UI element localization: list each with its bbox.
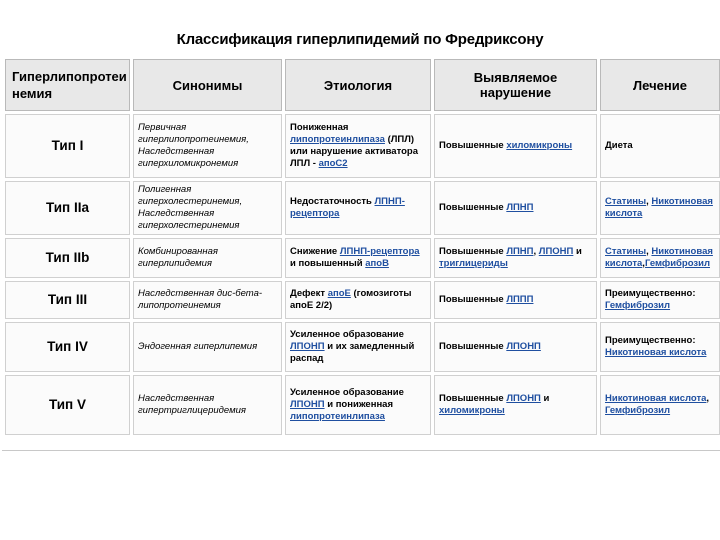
- link-nicotinic-acid[interactable]: Никотиновая кислота: [605, 393, 707, 404]
- type-cell: Тип IIa: [5, 181, 130, 235]
- etiology-text: Пониженная: [290, 122, 349, 133]
- treatment-cell: [600, 238, 720, 278]
- divider: [2, 450, 720, 451]
- link-idl[interactable]: ЛППП: [506, 294, 534, 305]
- link-apoe[interactable]: апоЕ: [327, 288, 351, 299]
- synonym-cell: Комбинированная гиперлипидемия: [133, 238, 282, 278]
- etiology-text: Недостаточность: [290, 196, 375, 207]
- type-cell: Тип IIb: [5, 238, 130, 278]
- link-nicotinic-acid[interactable]: Никотиновая кислота: [605, 347, 707, 358]
- etiology-text: и повышенный: [290, 258, 366, 269]
- disorder-cell: [434, 281, 597, 319]
- link-gemfibrozil[interactable]: Гемфиброзил: [605, 300, 671, 311]
- link-vldl[interactable]: ЛПОНП: [506, 393, 541, 404]
- etiology-text: (гомозиготы апоЕ 2/2): [290, 288, 412, 311]
- type-cell: Тип V: [5, 375, 130, 435]
- treatment-text: ,: [646, 196, 652, 207]
- treatment-cell: [600, 375, 720, 435]
- table-row: [5, 322, 720, 372]
- treatment-text: ,: [642, 258, 645, 269]
- etiology-text: Усиленное образование: [290, 387, 404, 398]
- link-lipoprotein-lipase[interactable]: липопротеинлипаза: [290, 411, 385, 422]
- link-lipoprotein-lipase[interactable]: липопротеинлипаза: [290, 134, 385, 145]
- link-statins[interactable]: Статины: [605, 196, 647, 207]
- link-chylomicrons[interactable]: хиломикроны: [506, 140, 573, 151]
- header-disorder: Выявляемое нарушение: [434, 59, 597, 111]
- table-row: [5, 114, 720, 178]
- treatment-text: Преимущественно:: [605, 288, 696, 299]
- disorder-text: Повышенные: [439, 202, 507, 213]
- link-ldl-receptor[interactable]: ЛПНП-рецептора: [290, 196, 405, 219]
- table-row: [5, 238, 720, 278]
- synonym-cell: Наследственная дис-бета-липопротеинемия: [133, 281, 282, 319]
- disorder-text: и: [573, 246, 582, 257]
- header-etiology: Этиология: [285, 59, 431, 111]
- etiology-cell: [285, 322, 431, 372]
- link-chylomicrons[interactable]: хиломикроны: [439, 405, 505, 416]
- page-title: Классификация гиперлипидемий по Фредриксону: [176, 31, 544, 48]
- fredrickson-table: [2, 56, 720, 438]
- etiology-text: Дефект: [290, 288, 328, 299]
- table-row: [5, 181, 720, 235]
- etiology-text: (ЛПЛ) или нарушение активатора ЛПЛ -: [290, 134, 418, 169]
- type-cell: Тип I: [5, 114, 130, 178]
- treatment-text: ,: [706, 393, 710, 404]
- disorder-cell: [434, 322, 597, 372]
- link-statins[interactable]: Статины: [605, 246, 647, 257]
- disorder-cell: [434, 114, 597, 178]
- table-header-row: [5, 59, 720, 111]
- link-gemfibrozil[interactable]: Гемфиброзил: [605, 405, 671, 416]
- etiology-cell: [285, 281, 431, 319]
- table-row: [5, 375, 720, 435]
- link-apob[interactable]: апоВ: [365, 258, 389, 269]
- link-vldl[interactable]: ЛПОНП: [506, 341, 541, 352]
- etiology-text: и их замедленный распад: [290, 341, 415, 364]
- type-cell: Тип IV: [5, 322, 130, 372]
- disorder-cell: [434, 181, 597, 235]
- etiology-cell: [285, 114, 431, 178]
- disorder-text: Повышенные: [439, 140, 507, 151]
- treatment-text: Диета: [605, 140, 633, 151]
- link-vldl[interactable]: ЛПОНП: [290, 399, 325, 410]
- header-synonyms: Синонимы: [133, 59, 282, 111]
- treatment-cell: [600, 281, 720, 319]
- disorder-text: Повышенные: [439, 393, 507, 404]
- etiology-text: Снижение: [290, 246, 340, 257]
- etiology-cell: [285, 375, 431, 435]
- table-row: [5, 281, 720, 319]
- disorder-text: и: [540, 393, 550, 404]
- link-gemfibrozil[interactable]: Гемфиброзил: [644, 258, 710, 269]
- treatment-text: Преимущественно:: [605, 335, 696, 346]
- synonym-cell: Эндогенная гиперлипемия: [133, 322, 282, 372]
- link-ldl[interactable]: ЛПНП: [506, 202, 534, 213]
- header-hyperlipoproteinemia: Гиперлипопротеи немия: [5, 59, 130, 111]
- disorder-cell: [434, 375, 597, 435]
- treatment-cell: [600, 322, 720, 372]
- etiology-cell: [285, 181, 431, 235]
- treatment-cell: [600, 114, 720, 178]
- link-nicotinic-acid[interactable]: Никотиновая кислота: [605, 246, 713, 269]
- synonym-cell: Полигенная гиперхолестеринемия, Наследственная гиперхолестеринемия: [133, 181, 282, 235]
- link-apoc2[interactable]: апоС2: [318, 158, 348, 169]
- link-ldl-receptor[interactable]: ЛПНП-рецептора: [339, 246, 420, 257]
- synonym-cell: Первичная гиперлипопротеинемия, Наследственная гиперхиломикронемия: [133, 114, 282, 178]
- treatment-cell: [600, 181, 720, 235]
- treatment-text: ,: [646, 246, 652, 257]
- link-ldl[interactable]: ЛПНП: [506, 246, 534, 257]
- header-treatment: Лечение: [600, 59, 720, 111]
- link-nicotinic-acid[interactable]: Никотиновая кислота: [605, 196, 713, 219]
- synonym-cell: Наследственная гипертриглицеридемия: [133, 375, 282, 435]
- disorder-text: Повышенные: [439, 341, 507, 352]
- etiology-cell: [285, 238, 431, 278]
- link-triglycerides[interactable]: триглицериды: [439, 258, 508, 269]
- disorder-text: ,: [533, 246, 539, 257]
- link-vldl[interactable]: ЛПОНП: [290, 341, 325, 352]
- link-vldl[interactable]: ЛПОНП: [538, 246, 574, 257]
- disorder-cell: [434, 238, 597, 278]
- etiology-text: Усиленное образование: [290, 329, 404, 340]
- etiology-text: и пониженная: [324, 399, 394, 410]
- type-cell: Тип III: [5, 281, 130, 319]
- disorder-text: Повышенные: [439, 294, 507, 305]
- disorder-text: Повышенные: [439, 246, 507, 257]
